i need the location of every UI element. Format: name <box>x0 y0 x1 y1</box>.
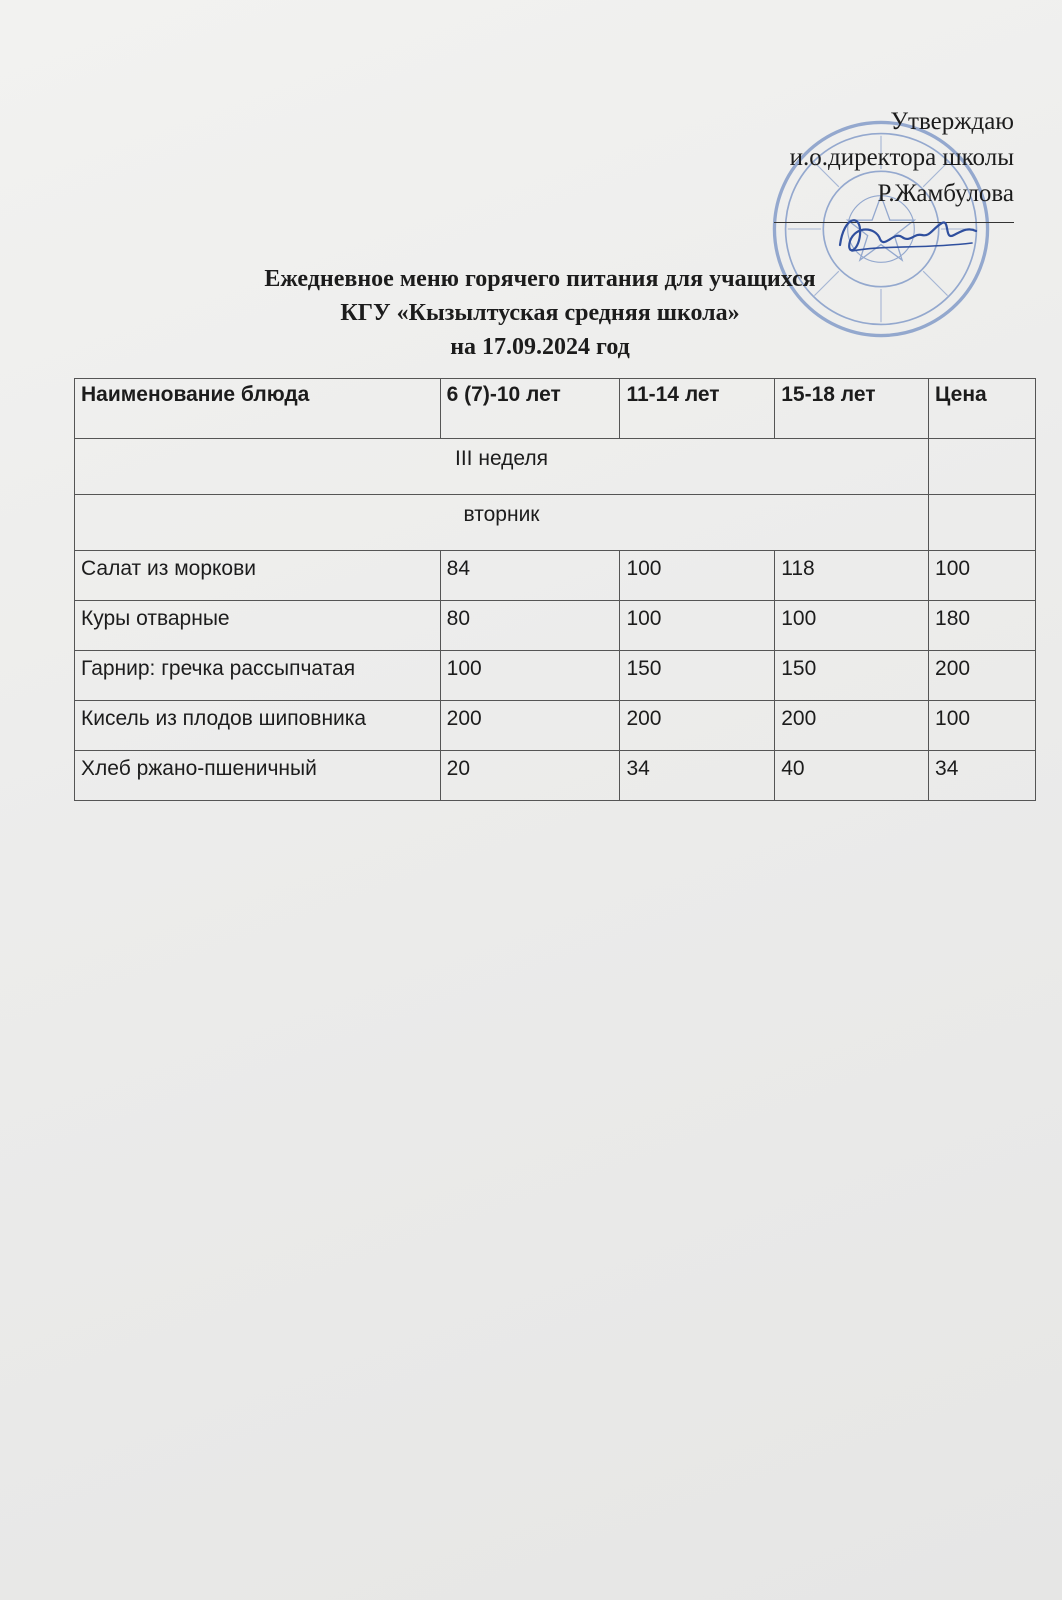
portion-15-18: 118 <box>775 551 929 601</box>
portion-15-18: 150 <box>775 651 929 701</box>
dish-price: 200 <box>929 651 1036 701</box>
dish-price: 100 <box>929 551 1036 601</box>
dish-name: Хлеб ржано-пшеничный <box>75 751 441 801</box>
portion-15-18: 40 <box>775 751 929 801</box>
table-row <box>75 751 1036 801</box>
portion-15-18: 100 <box>775 601 929 651</box>
title-line-1: Ежедневное меню горячего питания для учащихся <box>264 266 816 292</box>
day-row <box>75 495 1036 551</box>
table-header-row <box>75 379 1036 439</box>
dish-price: 34 <box>929 751 1036 801</box>
portion-11-14: 34 <box>620 751 775 801</box>
day-label: вторник <box>75 495 929 551</box>
dish-name: Гарнир: гречка рассыпчатая <box>75 651 441 701</box>
header-price: Цена <box>929 379 1036 439</box>
day-price-cell <box>929 495 1036 551</box>
director-signature <box>832 205 982 265</box>
table-row <box>75 601 1036 651</box>
portion-11-14: 100 <box>620 601 775 651</box>
portion-6-10: 200 <box>440 701 620 751</box>
portion-6-10: 84 <box>440 551 620 601</box>
title-line-3: на 17.09.2024 год <box>450 334 630 360</box>
table-row <box>75 551 1036 601</box>
dish-price: 100 <box>929 701 1036 751</box>
approval-position: и.о.директора школы <box>789 144 1014 171</box>
menu-table <box>74 378 1036 801</box>
portion-6-10: 20 <box>440 751 620 801</box>
week-label: III неделя <box>75 439 929 495</box>
week-price-cell <box>929 439 1036 495</box>
menu-title <box>160 262 920 364</box>
table-row <box>75 651 1036 701</box>
approval-name: Р.Жамбулова <box>877 180 1014 207</box>
table-row <box>75 701 1036 751</box>
dish-name: Салат из моркови <box>75 551 441 601</box>
portion-11-14: 100 <box>620 551 775 601</box>
header-age-6-10: 6 (7)-10 лет <box>440 379 620 439</box>
portion-6-10: 80 <box>440 601 620 651</box>
header-age-11-14: 11-14 лет <box>620 379 775 439</box>
header-dish-name: Наименование блюда <box>75 379 441 439</box>
title-line-2: КГУ «Кызылтуская средняя школа» <box>340 300 740 326</box>
portion-6-10: 100 <box>440 651 620 701</box>
week-row <box>75 439 1036 495</box>
dish-price: 180 <box>929 601 1036 651</box>
dish-name: Куры отварные <box>75 601 441 651</box>
portion-15-18: 200 <box>775 701 929 751</box>
dish-name: Кисель из плодов шиповника <box>75 701 441 751</box>
header-age-15-18: 15-18 лет <box>775 379 929 439</box>
portion-11-14: 150 <box>620 651 775 701</box>
approval-label: Утверждаю <box>890 108 1014 135</box>
portion-11-14: 200 <box>620 701 775 751</box>
